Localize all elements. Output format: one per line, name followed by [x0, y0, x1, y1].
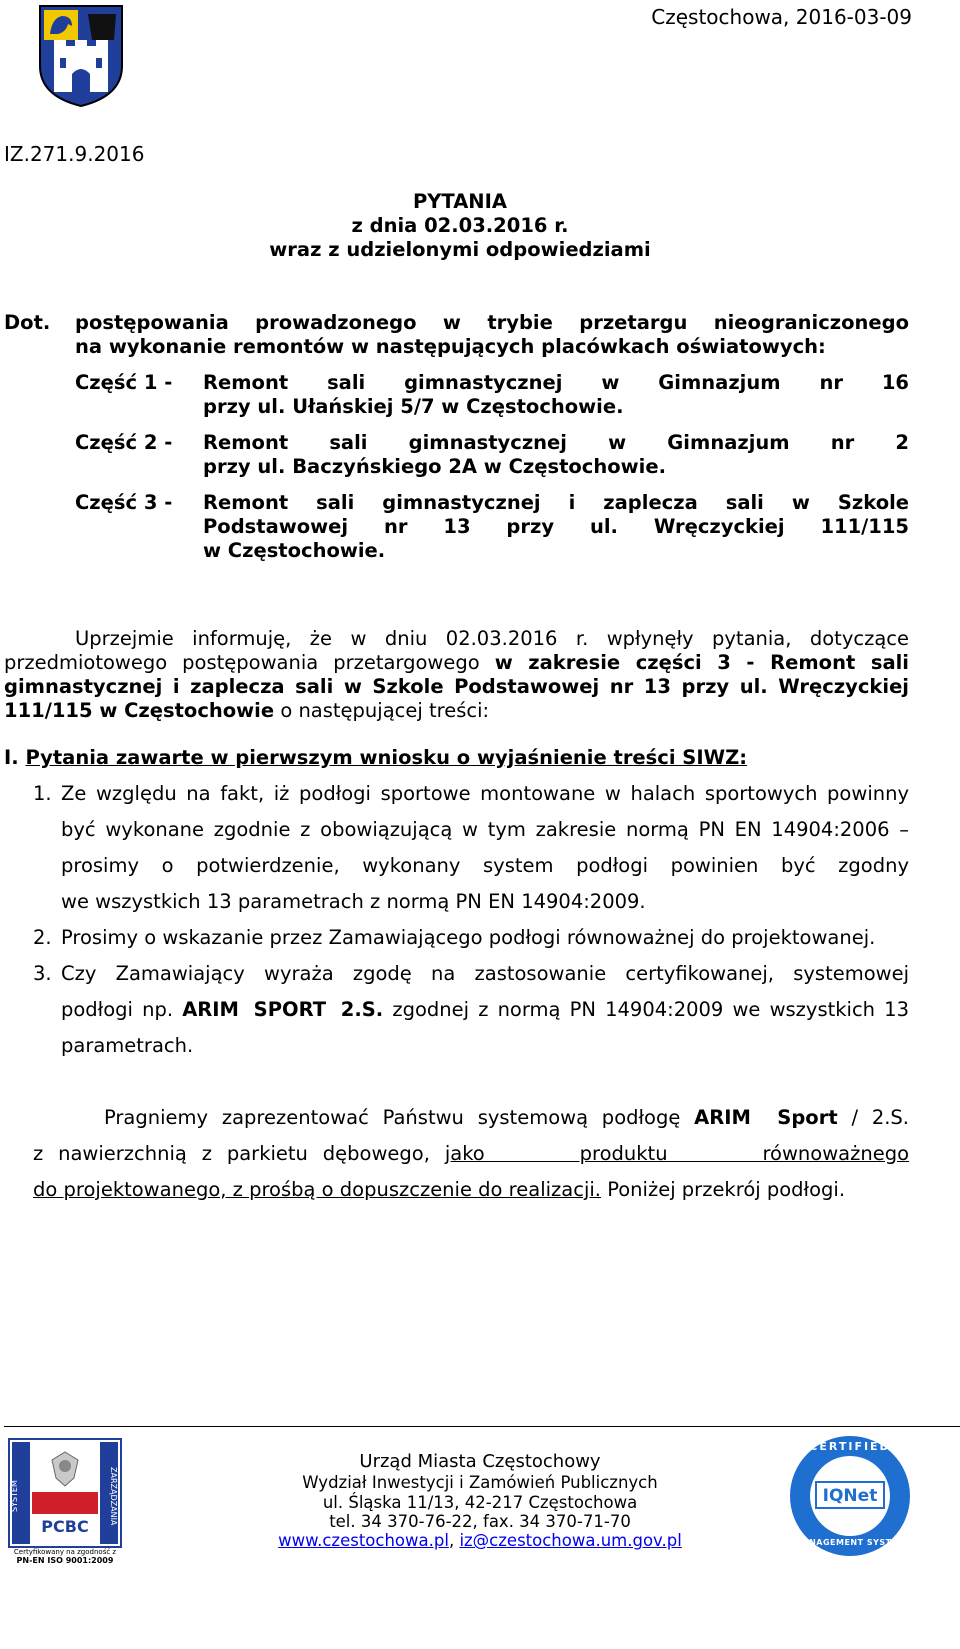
section-number: I. — [4, 746, 19, 769]
intro-line-3: gimnastycznej i zaplecza sali w Szkole Podstawowej nr 13 przy ul. Wręczyckiej — [4, 675, 909, 698]
reference-number: IZ.271.9.2016 — [4, 142, 145, 166]
iqnet-certified-logo — [788, 1434, 912, 1558]
proposal-line-1 — [104, 1105, 909, 1131]
question-1-line-1: Ze względu na fakt, iż podłogi sportowe montowane w halach sportowych powinny — [61, 782, 909, 805]
part-2-line-1: Remont sali gimnastycznej w Gimnazjum nr 2 — [203, 431, 909, 454]
footer-phone: tel. 34 370-76-22, fax. 34 370-71-70 — [329, 1512, 631, 1531]
footer-email-link[interactable]: iz@czestochowa.um.gov.pl — [459, 1531, 682, 1550]
pcbc-caption-2: PN-EN ISO 9001:2009 — [16, 1556, 114, 1565]
proposal-product: ARIM Sport — [694, 1106, 838, 1129]
intro-line-4 — [4, 698, 489, 724]
title-line-2: z dnia 02.03.2016 r. — [351, 214, 569, 237]
city-coat-of-arms-icon — [38, 4, 124, 108]
part-3-line-1: Remont sali gimnastycznej i zaplecza sali w Szkole — [203, 491, 909, 514]
subject-line-1: postępowania prowadzonego w trybie przetargu nieograniczonego — [75, 311, 909, 334]
question-3-number: 3. — [33, 962, 52, 985]
section-heading — [4, 745, 747, 771]
question-3-line-2-a: podłogi np. — [61, 998, 174, 1021]
question-3-line-1: Czy Zamawiający wyraża zgodę na zastosowanie certyfikowanej, systemowej — [61, 962, 909, 985]
part-2-line-2: przy ul. Baczyńskiego 2A w Częstochowie. — [203, 455, 666, 478]
intro-line-2 — [4, 650, 909, 676]
proposal-line-3 — [33, 1177, 845, 1203]
question-3-line-2-c: zgodnej z normą PN 14904:2009 we wszystkich 13 — [392, 998, 909, 1021]
pcbc-certificate-logo — [8, 1438, 122, 1566]
section-title: Pytania zawarte w pierwszym wniosku o wyjaśnienie treści SIWZ: — [25, 746, 748, 769]
proposal-line-1-a: Pragniemy zaprezentować Państwu systemową podłogę — [104, 1106, 681, 1129]
title-line-3: wraz z udzielonymi odpowiedziami — [269, 238, 651, 261]
proposal-line-2-a: z nawierzchnią z parkietu dębowego, — [33, 1142, 430, 1165]
part-3-label: Część 3 - — [75, 491, 173, 514]
footer-links — [230, 1531, 730, 1551]
intro-line-2-normal: przedmiotowego postępowania przetargowego — [4, 651, 480, 674]
footer-organization: Urząd Miasta Częstochowy — [359, 1451, 601, 1472]
proposal-line-3-a: do projektowanego, z prośbą o dopuszczenie do realizacji. — [33, 1178, 601, 1201]
part-1-line-1: Remont sali gimnastycznej w Gimnazjum nr 16 — [203, 371, 909, 394]
question-2-number: 2. — [33, 926, 52, 949]
part-2-label: Część 2 - — [75, 431, 173, 454]
question-3-product: ARIM SPORT 2.S. — [182, 998, 384, 1021]
footer-department: Wydział Inwestycji i Zamówień Publicznych — [302, 1473, 658, 1492]
part-1-line-2: przy ul. Ułańskiej 5/7 w Częstochowie. — [203, 395, 624, 418]
footer-divider — [4, 1426, 960, 1427]
part-1-label: Część 1 - — [75, 371, 173, 394]
proposal-line-2-b: jako produktu równoważnego — [444, 1142, 909, 1165]
iqnet-top-text: CERTIFIED — [809, 1440, 891, 1453]
proposal-line-3-b: Poniżej przekrój podłogi. — [607, 1178, 846, 1201]
footer-address: ul. Śląska 11/13, 42-217 Częstochowa — [322, 1493, 638, 1512]
subject-prefix: Dot. — [4, 311, 51, 334]
intro-line-2-bold: w zakresie części 3 - Remont sali — [494, 651, 909, 674]
part-3-line-2: Podstawowej nr 13 przy ul. Wręczyckiej 111/115 — [203, 515, 909, 538]
pcbc-caption-1: Certyfikowany na zgodność z — [13, 1548, 117, 1556]
question-1-line-3: prosimy o potwierdzenie, wykonany system podłogi powinien być zgodny — [61, 854, 909, 877]
iqnet-logo-text: IQNet — [822, 1486, 878, 1506]
question-1-line-2: być wykonane zgodnie z obowiązującą w tym zakresie normą PN EN 14904:2006 – — [61, 818, 909, 841]
proposal-line-2 — [33, 1141, 909, 1167]
part-3-line-3: w Częstochowie. — [203, 539, 386, 562]
question-2-line-1: Prosimy o wskazanie przez Zamawiającego podłogi równoważnej do projektowanej. — [61, 926, 876, 949]
question-3-line-3: parametrach. — [61, 1034, 194, 1057]
question-1-line-4: we wszystkich 13 parametrach z normą PN EN 14904:2009. — [61, 890, 646, 913]
iqnet-bottom-text: MANAGEMENT SYSTEM — [793, 1538, 907, 1547]
intro-line-1: Uprzejmie informuję, że w dniu 02.03.2016 r. wpłynęły pytania, dotyczące — [75, 627, 909, 650]
footer-link-separator: , — [448, 1531, 460, 1550]
proposal-line-1-c: / 2.S. — [851, 1106, 909, 1129]
title-line-1: PYTANIA — [413, 190, 507, 213]
intro-line-4-normal: o następującej treści: — [280, 699, 490, 722]
question-1-number: 1. — [33, 782, 52, 805]
footer-website-link[interactable]: www.czestochowa.pl — [278, 1531, 449, 1550]
pcbc-side-left: SYSTEM — [10, 1480, 19, 1512]
subject-line-2: na wykonanie remontów w następujących placówkach oświatowych: — [75, 335, 826, 358]
pcbc-logo-text: PCBC — [41, 1517, 89, 1536]
pcbc-side-right: ZARZĄDZANIA — [109, 1466, 118, 1526]
place-date: Częstochowa, 2016-03-09 — [651, 5, 912, 29]
intro-line-4-bold: 111/115 w Częstochowie — [4, 699, 275, 722]
question-3-line-2 — [61, 997, 909, 1023]
